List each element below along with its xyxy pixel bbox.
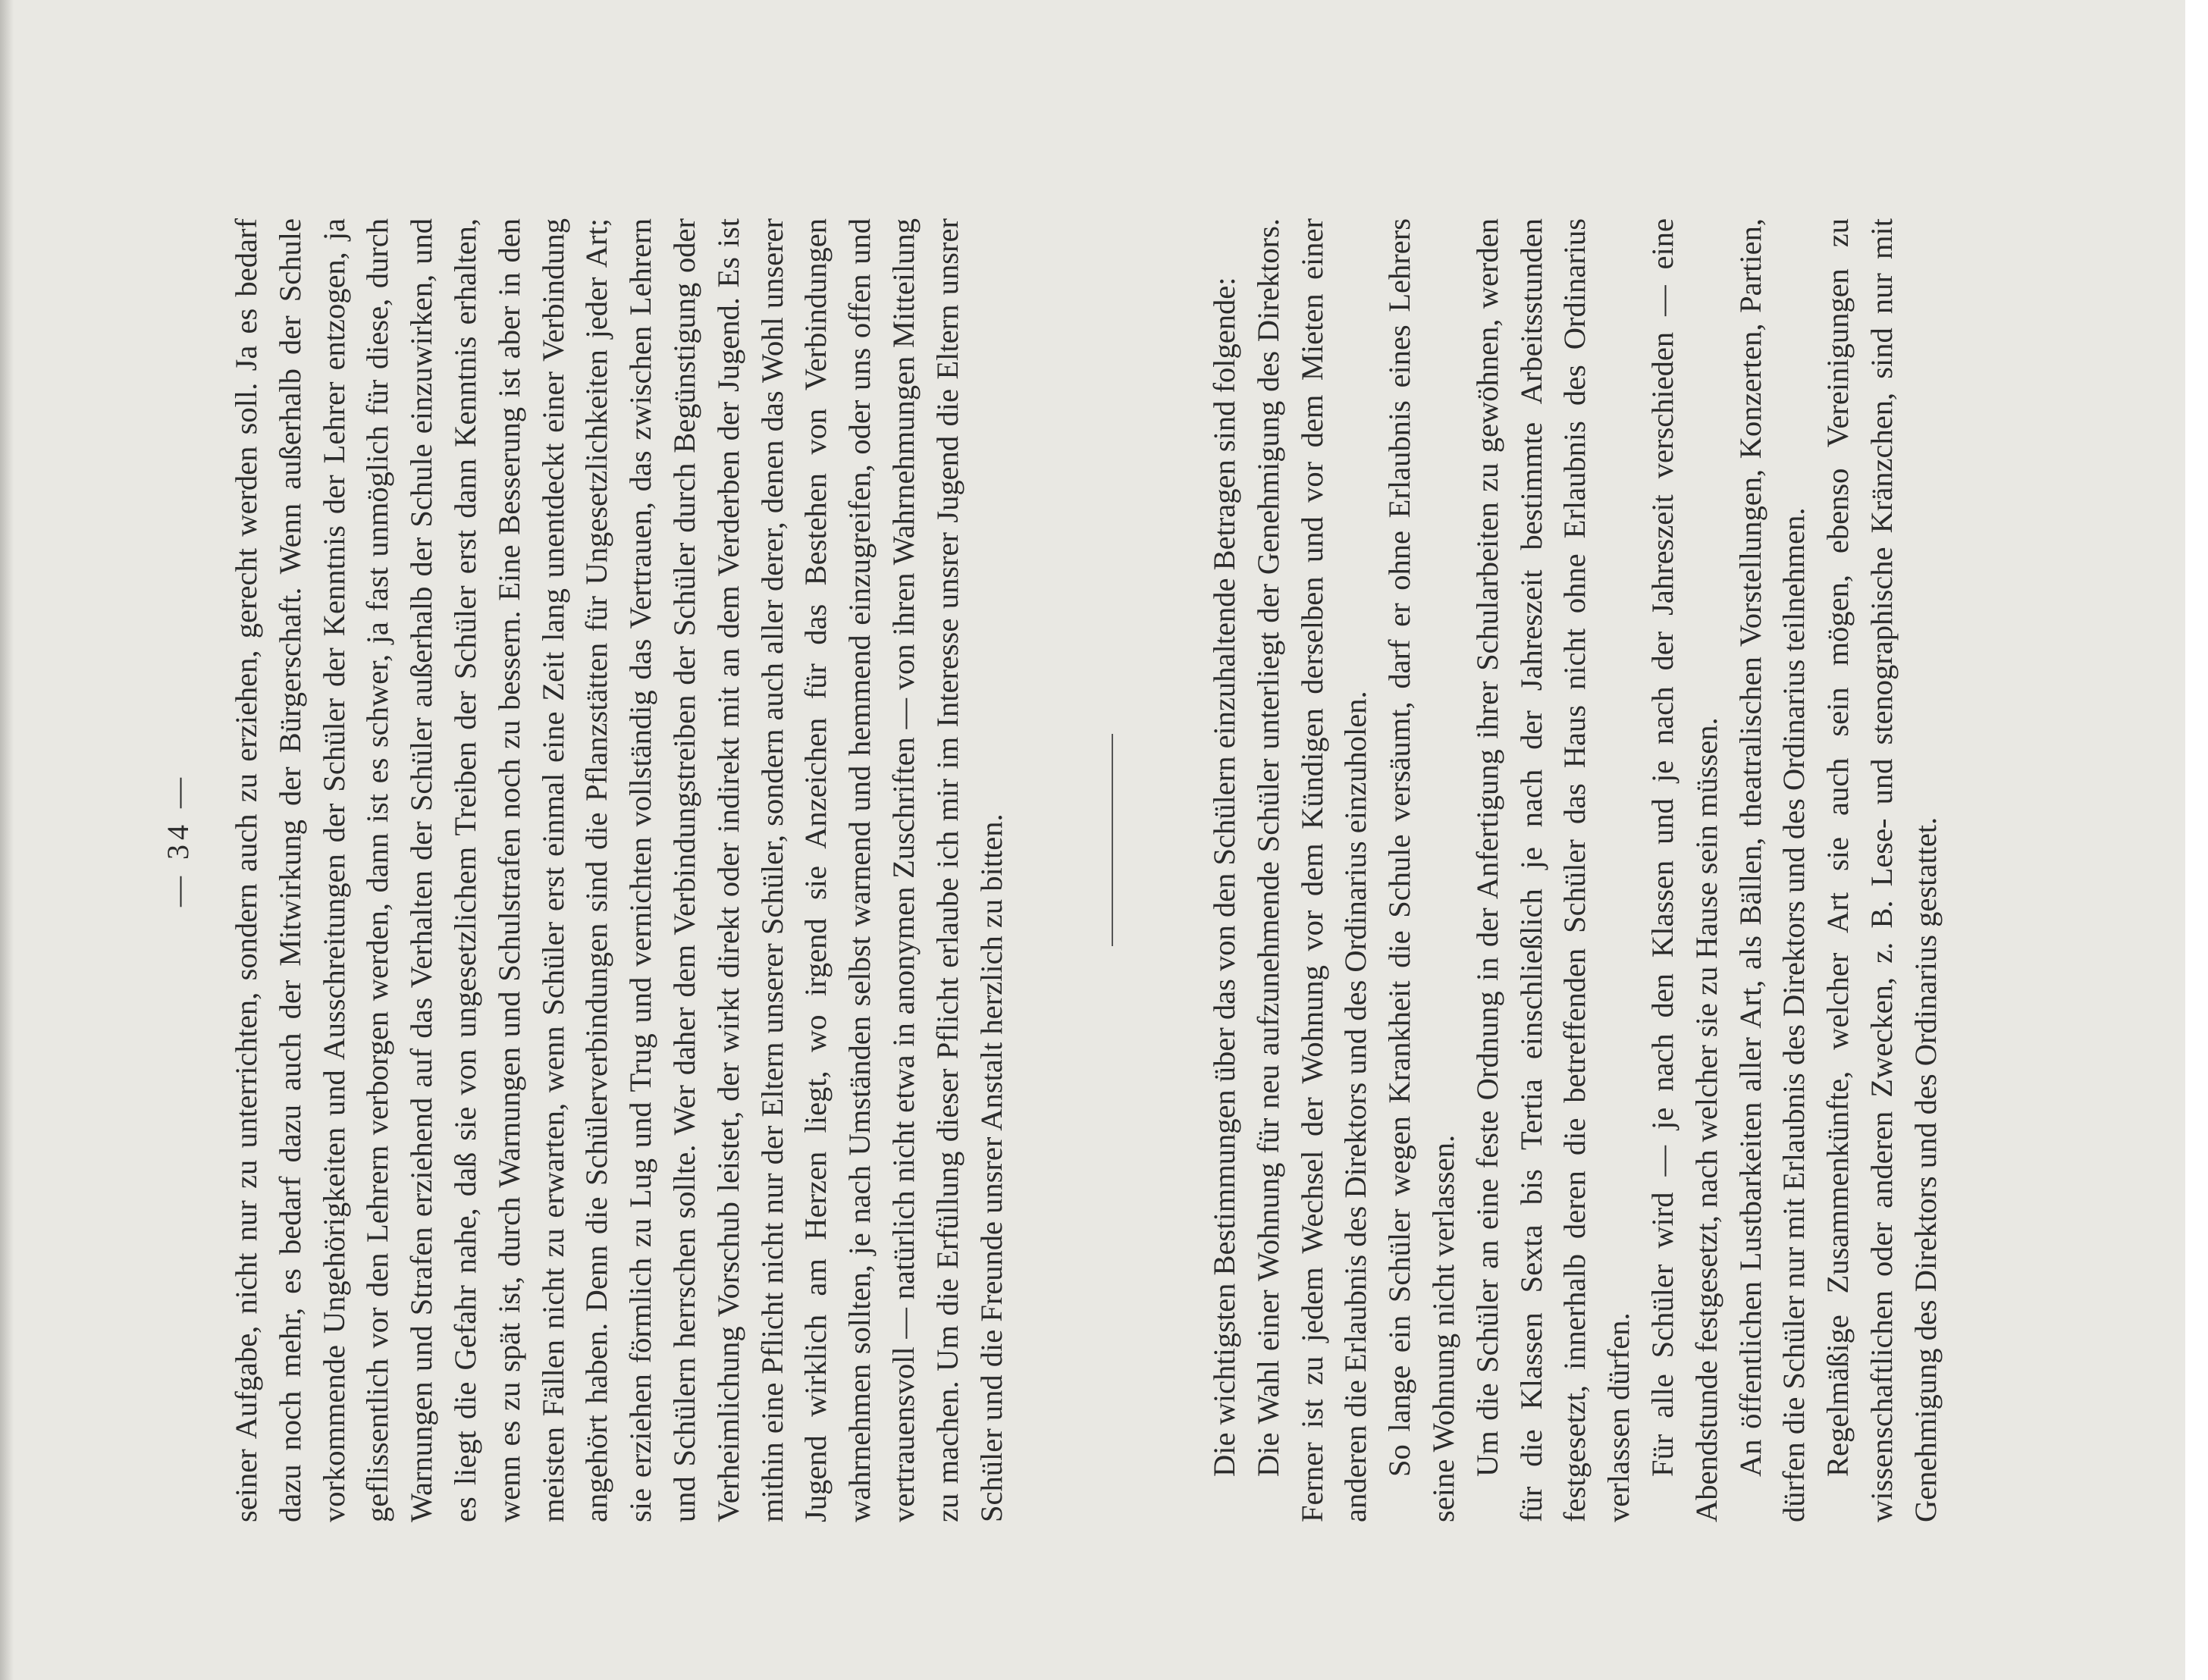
paragraph: Für alle Schüler wird — je nach den Klassen und je nach der Jahreszeit verschieden — eine Abendstunde festgesetzt, nach welcher sie zu Hause sein müssen. — [1645, 218, 1723, 1522]
scan-right-margin — [2185, 0, 2208, 1680]
paragraph: Die wichtigsten Bestimmungen über das von den Schülern einzuhaltende Betragen sind folgende: — [1207, 277, 1241, 1477]
paragraph: Um die Schüler an eine feste Ordnung in der Anfertigung ihrer Schularbeiten zu gewöhnen, werden für die Klassen Sexta bis Tertia einschließlich je nach der Jahreszeit bestimmte Arbeitsstunden festgesetzt, innerhalb deren die betreffenden Schüler das Haus nicht ohne Erlaubnis des Ordinarius verlassen dürfen. — [1469, 218, 1636, 1522]
scan-left-shadow — [0, 0, 14, 1680]
paragraph: seiner Aufgabe, nicht nur zu unterrichten, sondern auch zu erziehen, gerecht werden soll. Ja es bedarf dazu noch mehr, es bedarf dazu auch der Mitwirkung der Bürgerschaft. Wenn außerhalb der Schule vorkommende Ungehörigkeiten und Ausschreitungen der Schüler der Kenntnis der Lehrer entzogen, ja geflissentlich vor den Lehrern verborgen werden, dann ist es schwer, ja fast unmöglich für diese, durch Warnungen und Strafen erziehend auf das Verhalten der Schüler außerhalb der Schule einzuwirken, und es liegt die Gefahr nahe, daß sie von ungesetzlichem Treiben der Schüler erst dann Kenntnis erhalten, wenn es zu spät ist, durch Warnungen und Schulstrafen noch zu bessern. Eine Besserung ist aber in den meisten Fällen nicht zu erwarten, wenn Schüler erst einmal eine Zeit lang unentdeckt einer Verbindung angehört haben. Denn die Schülerverbindungen sind die Pflanzstätten für Ungesetzlichkeiten jeder Art; sie erziehen förmlich zu Lug und Trug und vernichten vollständig das Vertrauen, das zwischen Lehrern und Schülern herrschen sollte. Wer daher dem Verbindungstreiben der Schüler durch Begünstigung oder Verheimlichung Vorschub leistet, der wirkt direkt oder indirekt mit an dem Verderben der Jugend. Es ist mithin eine Pflicht nicht nur der Eltern unserer Schüler, sondern auch aller derer, denen das Wohl unserer Jugend wirklich am Herzen liegt, wo irgend sie Anzeichen für das Bestehen von Verbindungen wahrnehmen sollten, je nach Umständen selbst warnend und hemmend einzugreifen, oder uns offen und vertrauensvoll — natürlich nicht etwa in anonymen Zuschriften — von ihren Wahrnehmungen Mitteilung zu machen. Um die Erfüllung dieser Pflicht erlaube ich mir im Interesse unsrer Jugend die Eltern unsrer Schüler und die Freunde unsrer Anstalt herzlich zu bitten. — [229, 218, 1008, 1522]
text-block-bottom — [1203, 218, 1948, 1522]
paragraph: An öffentlichen Lustbarkeiten aller Art, als Bällen, theatralischen Vorstellungen, Konzerten, Partien, dürfen die Schüler nur mit Erlaubnis des Direktors und des Ordinarius teilnehmen. — [1733, 218, 1811, 1522]
text-block-top — [224, 218, 1013, 1522]
section-divider — [1112, 734, 1113, 946]
page-number: — 34 — — [161, 773, 195, 907]
paragraph: Die Wahl einer Wohnung für neu aufzunehmende Schüler unterliegt der Genehmigung des Direktors. Ferner ist zu jedem Wechsel der Wohnung vor dem Kündigen derselben und vor dem Mieten einer anderen die Erlaubnis des Direktors und des Ordinarius einzuholen. — [1250, 218, 1373, 1522]
paragraph: Regelmäßige Zusammenkünfte, welcher Art sie auch sein mögen, ebenso Vereinigungen zu wissenschaftlichen oder anderen Zwecken, z. B. Lese- und stenographische Kränzchen, sind nur mit Genehmigung des Direktors und des Ordinarius gestattet. — [1821, 218, 1943, 1522]
rotated-page-content — [149, 59, 2059, 1621]
paragraph: So lange ein Schüler wegen Krankheit die Schule versäumt, darf er ohne Erlaubnis eines Lehrers seine Wohnung nicht verlassen. — [1382, 218, 1460, 1522]
